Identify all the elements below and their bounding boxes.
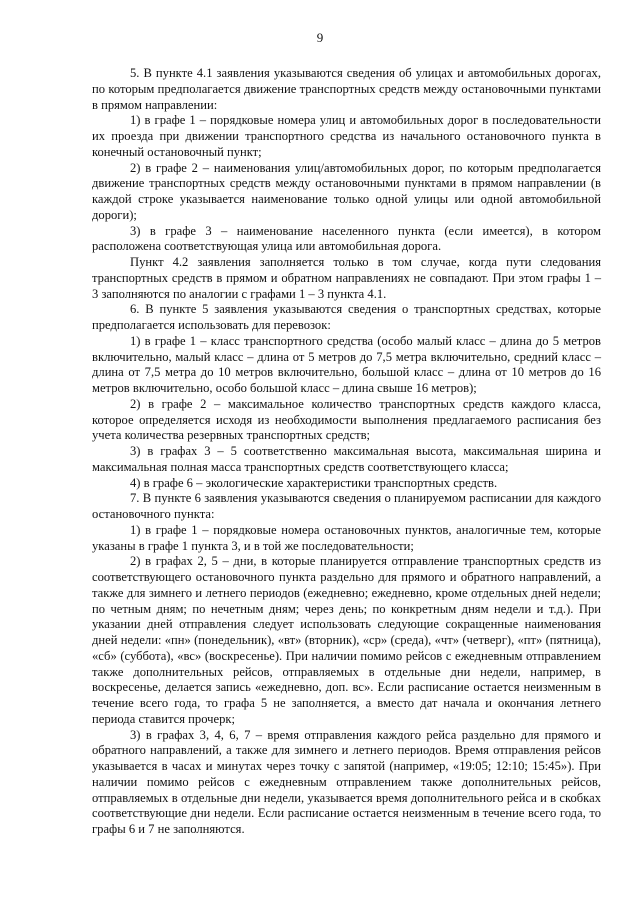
paragraph-6-item-4: 4) в графе 6 – экологические характеристики транспортных средств. [130, 475, 498, 490]
paragraph-6-item-1: 1) в графе 1 – класс транспортного средства (особо малый класс – длина до 5 метров включительно, малый класс – длина от 5 метров до 7,5 метра включительно, средний класс – длина от 7,5 метра до 10 метров включительно, большой класс – длина от 10 метров до 16 метров включительно, особо большой класс – длина свыше 16 метров); [92, 333, 601, 395]
paragraph-5-item-3: 3) в графе 3 – наименование населенного пункта (если имеется), в котором расположена соответствующая улица или автомобильная дорога. [92, 223, 601, 254]
paragraph-5-item-2: 2) в графе 2 – наименования улиц/автомобильных дорог, по которым предполагается движение транспортных средств между остановочными пунктами в прямом направлении (в каждой строке указывается наименование только одной улицы или одной автомобильной дороги); [92, 160, 601, 222]
paragraph-7-item-2: 2) в графах 2, 5 – дни, в которые планируется отправление транспортных средств из соответствующего остановочного пункта раздельно для прямого и обратного направлений, а также для зимнего и летнего периодов (ежедневно; ежедневно, кроме отдельных дней недели; по четным дням; по нечетным дням; через день; по конкретным дням недели и т.д.). При указании дней отправления следует использовать следующие сокращенные наименования дней недели: «пн» (понедельник), «вт» (вторник), «ср» (среда), «чт» (четверг), «пт» (пятница), «сб» (суббота), «вс» (воскресенье). При наличии помимо рейсов с ежедневным отправлением также дополнительных рейсов, отправляемых в отдельные дни недели, например, в воскресенье, делается запись «ежедневно, доп. вс». Если расписание остается неизменным в течение всего года, то графа 5 не заполняется, а вместо дат начала и окончания летнего периода ставится прочерк; [92, 554, 601, 726]
paragraph-5-intro: 5. В пункте 4.1 заявления указываются сведения об улицах и автомобильных дорогах, по которым предполагается движение транспортных средств между остановочными пунктами в прямом направлении: [92, 66, 601, 112]
paragraph-7-intro: 7. В пункте 6 заявления указываются сведения о планируемом расписании для каждого остановочного пункта: [92, 491, 601, 521]
page-number: 9 [316, 30, 324, 45]
paragraph-4-2-note: Пункт 4.2 заявления заполняется только в том случае, когда пути следования транспортных средств в прямом и обратном направлениях не совпадают. При этом графы 1 – 3 заполняются по аналогии с графами 1 – 3 пункта 4.1. [92, 255, 601, 301]
paragraph-6-item-3: 3) в графах 3 – 5 соответственно максимальная высота, максимальная ширина и максимальная полная масса транспортных средств соответствующего класса; [92, 444, 601, 474]
paragraph-6-intro: 6. В пункте 5 заявления указываются сведения о транспортных средствах, которые предполагается использовать для перевозок: [92, 302, 601, 332]
document-body [92, 66, 601, 838]
paragraph-7-item-3: 3) в графах 3, 4, 6, 7 – время отправления каждого рейса раздельно для прямого и обратного направлений, а также для зимнего и летнего периодов. Время отправления рейсов указывается в часах и минутах через точку с запятой (например, «19:05; 12:10; 15:45»). При наличии помимо рейсов с ежедневным отправлением также дополнительных рейсов, отправляемых в отдельные дни недели, указывается время дополнительного рейса и в скобках соответствующие дни недели. Если расписание остается неизменным в течение всего года, то графы 6 и 7 не заполняются. [92, 727, 601, 836]
paragraph-6-item-2: 2) в графе 2 – максимальное количество транспортных средств каждого класса, которое определяется исходя из необходимости выполнения предлагаемого расписания без учета количества резервных транспортных средств; [92, 396, 601, 443]
paragraph-5-item-1: 1) в графе 1 – порядковые номера улиц и автомобильных дорог в последовательности их проезда при движении транспортного средства из начального остановочного пункта в конечный остановочный пункт; [92, 113, 601, 159]
paragraph-7-item-1: 1) в графе 1 – порядковые номера остановочных пунктов, аналогичные тем, которые указаны в графе 1 пункта 3, и в той же последовательности; [92, 522, 601, 553]
